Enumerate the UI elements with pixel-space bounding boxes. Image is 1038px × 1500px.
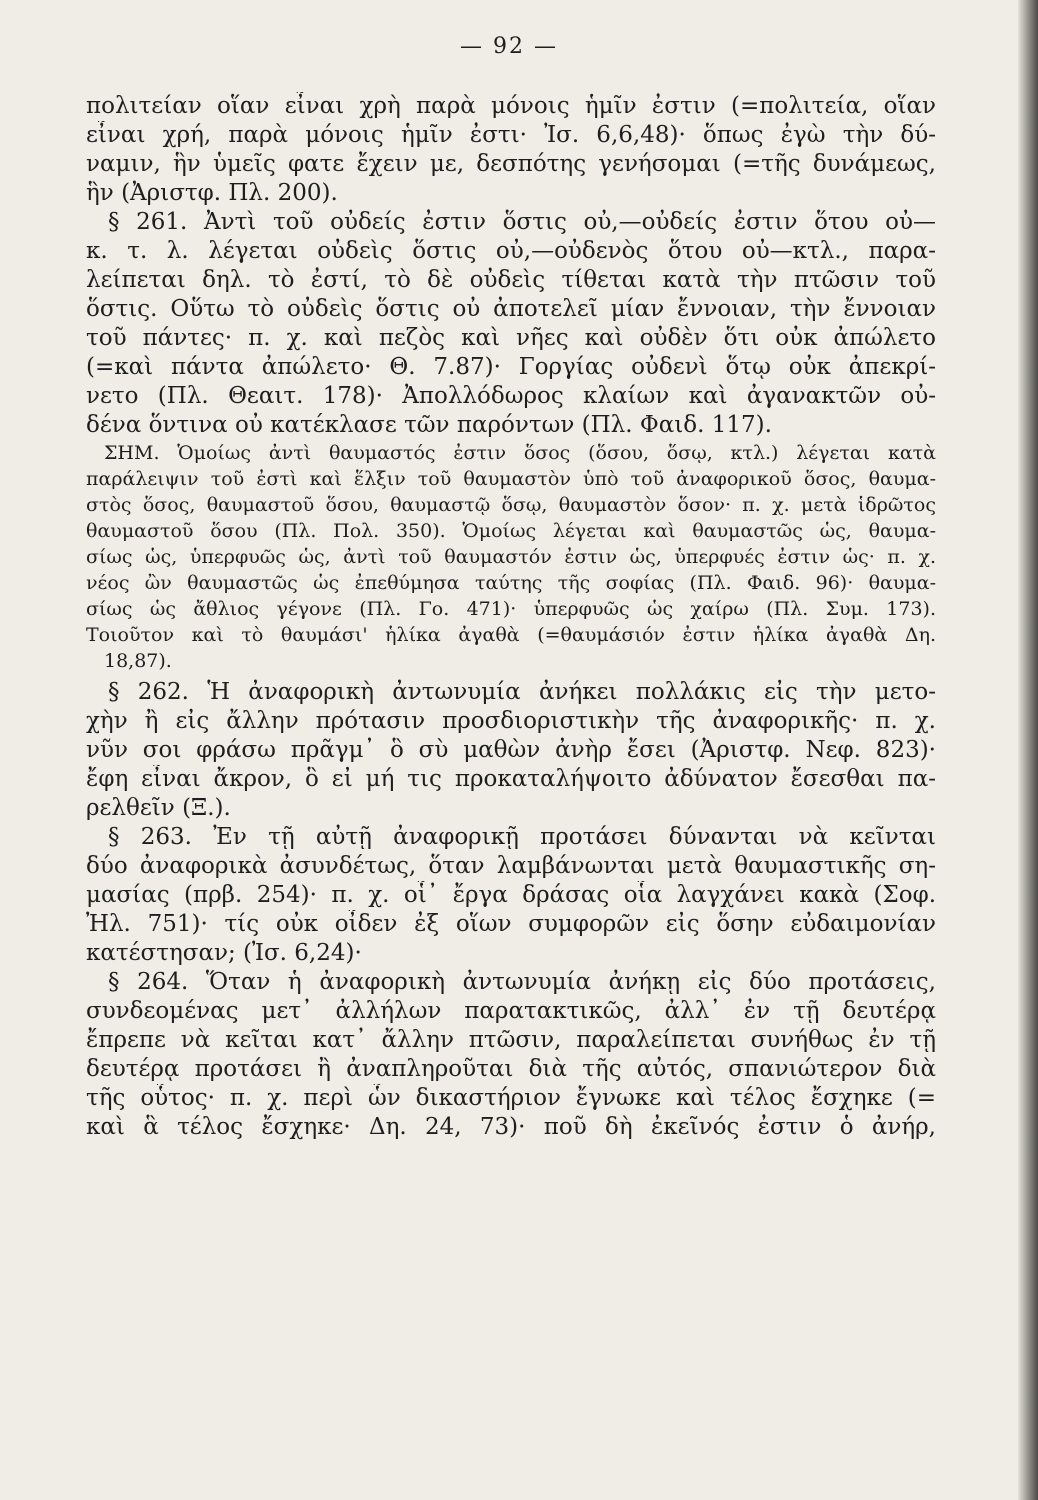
text-line: λείπεται δηλ. τὸ ἐστί, τὸ δὲ οὐδεὶς τίθεται κατὰ τὴν πτῶσιν τοῦ bbox=[86, 267, 936, 293]
text-line: ρελθεῖν (Ξ.). bbox=[86, 795, 231, 821]
remark-note bbox=[86, 440, 936, 674]
text-line: μασίας (πρβ. 254)· π. χ. οἷ᾽ ἔργα δράσας οἷα λαγχάνει κακὰ (Σοφ. bbox=[86, 882, 936, 908]
text-line: κ. τ. λ. λέγεται οὐδεὶς ὅστις οὐ,—οὐδενὸς ὅτου οὐ—κτλ., παρα- bbox=[86, 238, 936, 264]
note-line: 18,87). bbox=[104, 650, 172, 672]
text-line: τοῦ πάντες· π. χ. καὶ πεζὸς καὶ νῆες καὶ οὐδὲν ὅτι οὐκ ἀπώλετο bbox=[86, 325, 936, 351]
text-line: εἶναι χρή, παρὰ μόνοις ἡμῖν ἐστι· Ἰσ. 6,6,48)· ὅπως ἐγὼ τὴν δύ- bbox=[86, 122, 936, 148]
text-line: ἔπρεπε νὰ κεῖται κατ᾽ ἄλλην πτῶσιν, παραλείπεται συνήθως ἐν τῇ bbox=[86, 1027, 936, 1053]
text-line: νῦν σοι φράσω πρᾶγμ᾽ ὃ σὺ μαθὼν ἀνὴρ ἔσει (Ἀριστφ. Νεφ. 823)· bbox=[86, 737, 936, 763]
text-line: τῆς οὗτος· π. χ. περὶ ὧν δικαστήριον ἔγνωκε καὶ τέλος ἔσχηκε (= bbox=[86, 1085, 936, 1111]
text-line: νετο (Πλ. Θεαιτ. 178)· Ἀπολλόδωρος κλαίων καὶ ἀγανακτῶν οὐ- bbox=[86, 383, 936, 409]
section-264-heading: § 264. Ὅταν ἡ ἀναφορικὴ ἀντωνυμία ἀνήκῃ εἰς δύο προτάσεις, bbox=[108, 969, 936, 995]
text-line: ναμιν, ἣν ὑμεῖς φατε ἔχειν με, δεσπότης γενήσομαι (=τῆς δυνάμεως, bbox=[86, 151, 936, 177]
text-line: (=καὶ πάντα ἀπώλετο· Θ. 7.87)· Γοργίας οὐδενὶ ὅτῳ οὐκ ἀπεκρί- bbox=[86, 354, 936, 380]
text-line: συνδεομένας μετ᾽ ἀλλήλων παρατακτικῶς, ἀλλ᾽ ἐν τῇ δευτέρᾳ bbox=[86, 998, 936, 1024]
note-line: θαυμαστοῦ ὅσου (Πλ. Πολ. 350). Ὁμοίως λέγεται καὶ θαυμαστῶς ὡς, θαυμα- bbox=[86, 520, 936, 542]
text-line: δευτέρᾳ προτάσει ἢ ἀναπληροῦται διὰ τῆς αὐτός, σπανιώτερον διὰ bbox=[86, 1056, 936, 1082]
note-line: σίως ὡς, ὑπερφυῶς ὡς, ἀντὶ τοῦ θαυμαστόν ἐστιν ὡς, ὑπερφυές ἐστιν ὡς· π. χ. bbox=[86, 546, 936, 568]
section-263-heading: § 263. Ἐν τῇ αὐτῇ ἀναφορικῇ προτάσει δύνανται νὰ κεῖνται bbox=[108, 824, 936, 850]
note-line: Τοιοῦτον καὶ τὸ θαυμάσι' ἡλίκα ἀγαθὰ (=θαυμάσιόν ἐστιν ἡλίκα ἀγαθὰ Δη. bbox=[86, 624, 936, 646]
text-line: καὶ ἃ τέλος ἔσχηκε· Δη. 24, 73)· ποῦ δὴ ἐκεῖνός ἐστιν ὁ ἀνήρ, bbox=[86, 1114, 936, 1140]
note-line: στὸς ὅσος, θαυμαστοῦ ὅσου, θαυμαστῷ ὅσῳ, θαυμαστὸν ὅσον· π. χ. μετὰ ἱδρῶτος bbox=[86, 494, 936, 516]
page-number: — 92 — bbox=[460, 34, 558, 59]
page-body bbox=[86, 92, 936, 1142]
text-line: δύο ἀναφορικὰ ἀσυνδέτως, ὅταν λαμβάνωνται μετὰ θαυμαστικῆς ση- bbox=[86, 853, 936, 879]
note-line: σίως ὡς ἄθλιος γέγονε (Πλ. Γο. 471)· ὑπερφυῶς ὡς χαίρω (Πλ. Συμ. 173). bbox=[86, 598, 936, 620]
text-line: χὴν ἢ εἰς ἄλλην πρότασιν προσδιοριστικὴν τῆς ἀναφορικῆς· π. χ. bbox=[86, 708, 936, 734]
section-261-heading: § 261. Ἀντὶ τοῦ οὐδείς ἐστιν ὅστις οὐ,—οὐδείς ἐστιν ὅτου οὐ— bbox=[108, 209, 936, 235]
text-line: κατέστησαν; (Ἰσ. 6,24)· bbox=[86, 940, 362, 966]
text-line: ἔφη εἶναι ἄκρον, ὃ εἰ μή τις προκαταλήψοιτο ἀδύνατον ἔσεσθαι πα- bbox=[86, 766, 936, 792]
note-line: ΣΗΜ. Ὁμοίως ἀντὶ θαυμαστός ἐστιν ὅσος (ὅσου, ὅσῳ, κτλ.) λέγεται κατὰ bbox=[104, 442, 936, 464]
text-line: δένα ὅντινα οὐ κατέκλασε τῶν παρόντων (Πλ. Φαιδ. 117). bbox=[86, 412, 772, 438]
text-line: Ἠλ. 751)· τίς οὐκ οἶδεν ἐξ οἵων συμφορῶν εἰς ὅσην εὐδαιμονίαν bbox=[86, 911, 936, 937]
note-line: νέος ὢν θαυμαστῶς ὡς ἐπεθύμησα ταύτης τῆς σοφίας (Πλ. Φαιδ. 96)· θαυμα- bbox=[86, 572, 936, 594]
text-line: ἣν (Ἀριστφ. Πλ. 200). bbox=[86, 180, 338, 206]
text-line: ὅστις. Οὕτω τὸ οὐδεὶς ὅστις οὐ ἀποτελεῖ μίαν ἔννοιαν, τὴν ἔννοιαν bbox=[86, 296, 936, 322]
text-line: πολιτείαν οἵαν εἶναι χρὴ παρὰ μόνοις ἡμῖν ἐστιν (=πολιτεία, οἵαν bbox=[86, 93, 936, 119]
note-line: παράλειψιν τοῦ ἐστὶ καὶ ἕλξιν τοῦ θαυμαστὸν ὑπὸ τοῦ ἀναφορικοῦ ὅσος, θαυμα- bbox=[86, 468, 936, 490]
book-spine-edge bbox=[1018, 0, 1038, 1500]
section-262-heading: § 262. Ἡ ἀναφορικὴ ἀντωνυμία ἀνήκει πολλάκις εἰς τὴν μετο- bbox=[108, 679, 936, 705]
